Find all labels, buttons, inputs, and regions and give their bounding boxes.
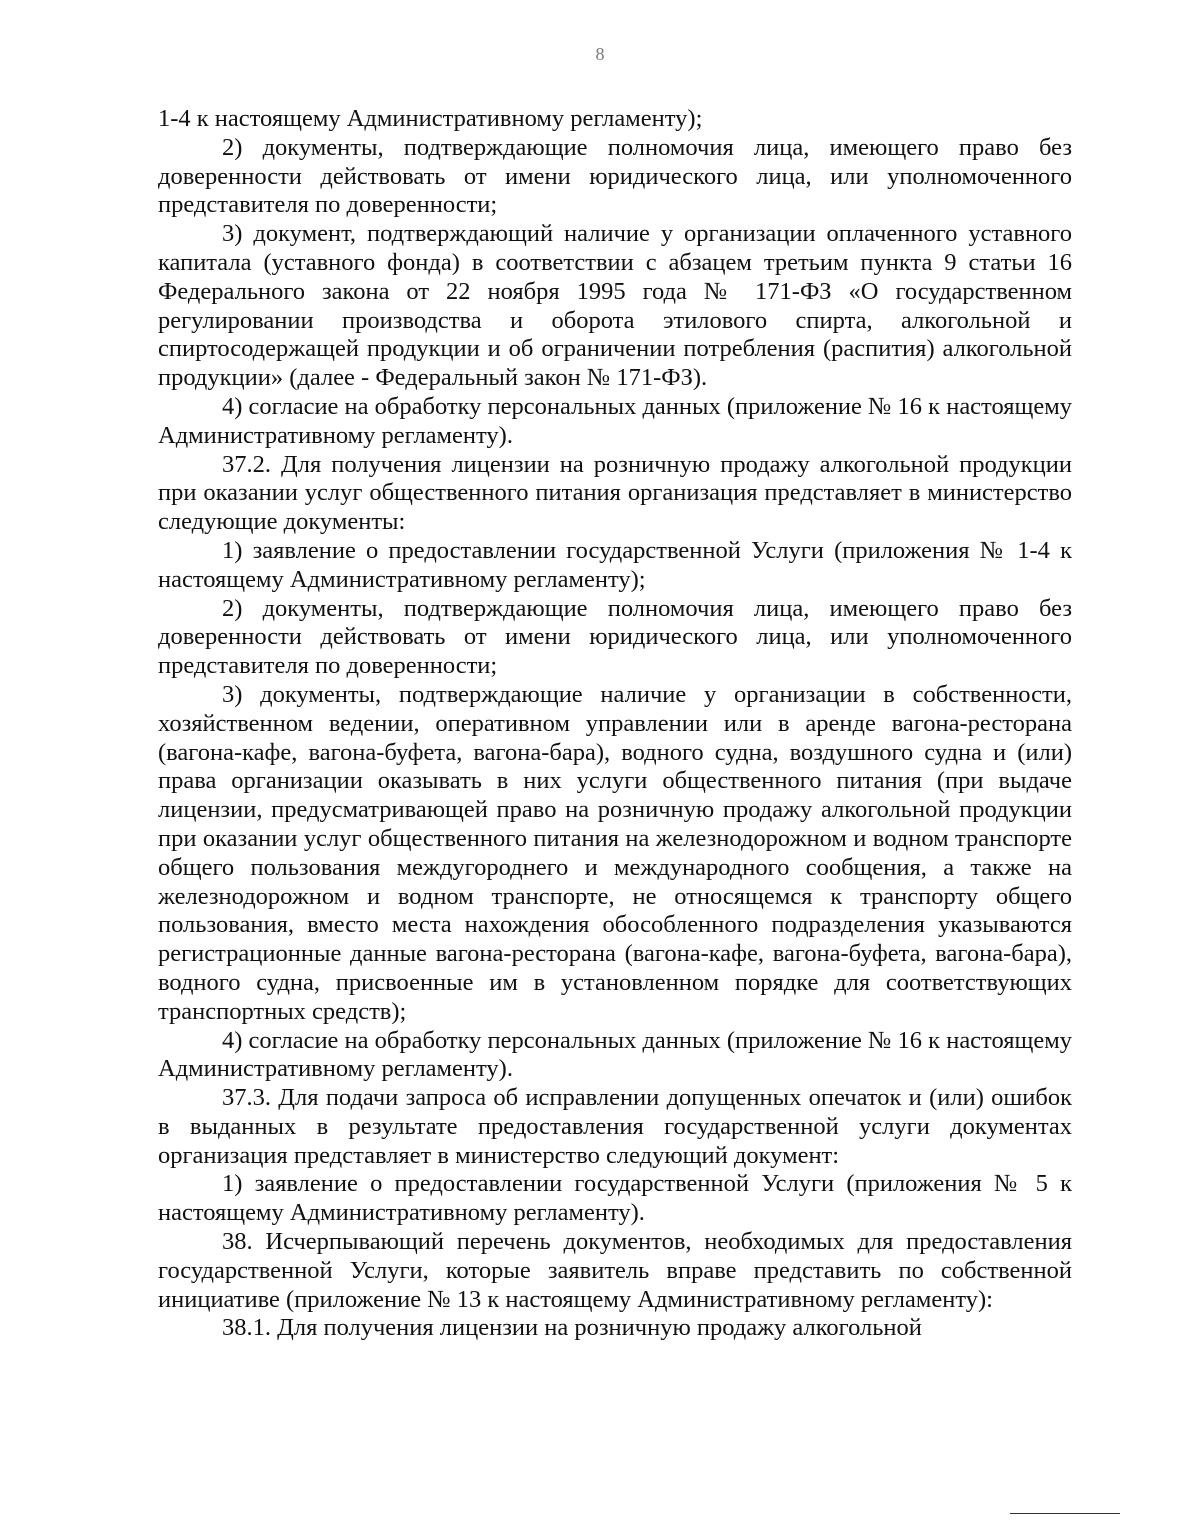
paragraph-38: 38. Исчерпывающий перечень документов, необходимых для предоставления государственной Услуги, которые заявитель вправе представить по собственной инициативе (приложение № 13 к настоящему Административному регламенту): (158, 1228, 1072, 1313)
paragraph-37-2-item-4: 4) согласие на обработку персональных данных (приложение № 16 к настоящему Административному регламенту). (158, 1026, 1072, 1083)
document-body (158, 105, 1072, 1343)
paragraph-37-2-item-2: 2) документы, подтверждающие полномочия лица, имеющего право без доверенности действовать от имени юридического лица, или уполномоченного представителя по доверенности; (158, 594, 1072, 680)
scan-edge-line (1010, 1513, 1120, 1514)
paragraph-37-2-item-3: 3) документы, подтверждающие наличие у организации в собственности, хозяйственном ведении, оперативном управлении или в аренде вагона-ресторана (вагона-кафе, вагона-буфета, вагона-бара), водного судна, воздушного судна и (или) права организации оказывать в них услуги общественного питания (при выдаче лицензии, предусматривающей право на розничную продажу алкогольной продукции при оказании услуг общественного питания на железнодорожном и водном транспорте общего пользования междугороднего и международного сообщения, а также на железнодорожном и водном транспорте, не относящемся к транспорту общего пользования, вместо места нахождения обособленного подразделения указываются регистрационные данные вагона-ресторана (вагона-кафе, вагона-буфета, вагона-бара), водного судна, присвоенные им в установленном порядке для соответствующих транспортных средств); (158, 680, 1072, 1025)
paragraph-item-4-consent: 4) согласие на обработку персональных данных (приложение № 16 к настоящему Административному регламенту). (158, 392, 1072, 449)
paragraph-37-3-item-1: 1) заявление о предоставлении государственной Услуги (приложения № 5 к настоящему Административному регламенту). (158, 1170, 1072, 1227)
paragraph-38-1: 38.1. Для получения лицензии на розничную продажу алкогольной (222, 1314, 922, 1342)
paragraph-37-3: 37.3. Для подачи запроса об исправлении допущенных опечаток и (или) ошибок в выданных в результате предоставления государственной услуги документах организация представляет в министерство следующий документ: (158, 1084, 1072, 1169)
paragraph-continuation: 1-4 к настоящему Административному регламенту); (158, 105, 703, 132)
paragraph-item-2-authority-docs: 2) документы, подтверждающие полномочия лица, имеющего право без доверенности действовать от имени юридического лица, или уполномоченного представителя по доверенности; (158, 133, 1072, 219)
paragraph-37-2-item-1: 1) заявление о предоставлении государственной Услуги (приложения № 1-4 к настоящему Административному регламенту); (158, 536, 1072, 593)
paragraph-37-2: 37.2. Для получения лицензии на розничную продажу алкогольной продукции при оказании услуг общественного питания организация представляет в министерство следующие документы: (158, 450, 1072, 536)
paragraph-item-3-capital-doc: 3) документ, подтверждающий наличие у организации оплаченного уставного капитала (уставного фонда) в соответствии с абзацем третьим пункта 9 статьи 16 Федерального закона от 22 ноября 1995 года № 171-ФЗ «О государственном регулировании производства и оборота этилового спирта, алкогольной и спиртосодержащей продукции и об ограничении потребления (распития) алкогольной продукции» (далее - Федеральный закон № 171-ФЗ). (158, 220, 1072, 392)
page-number: 8 (595, 44, 605, 64)
